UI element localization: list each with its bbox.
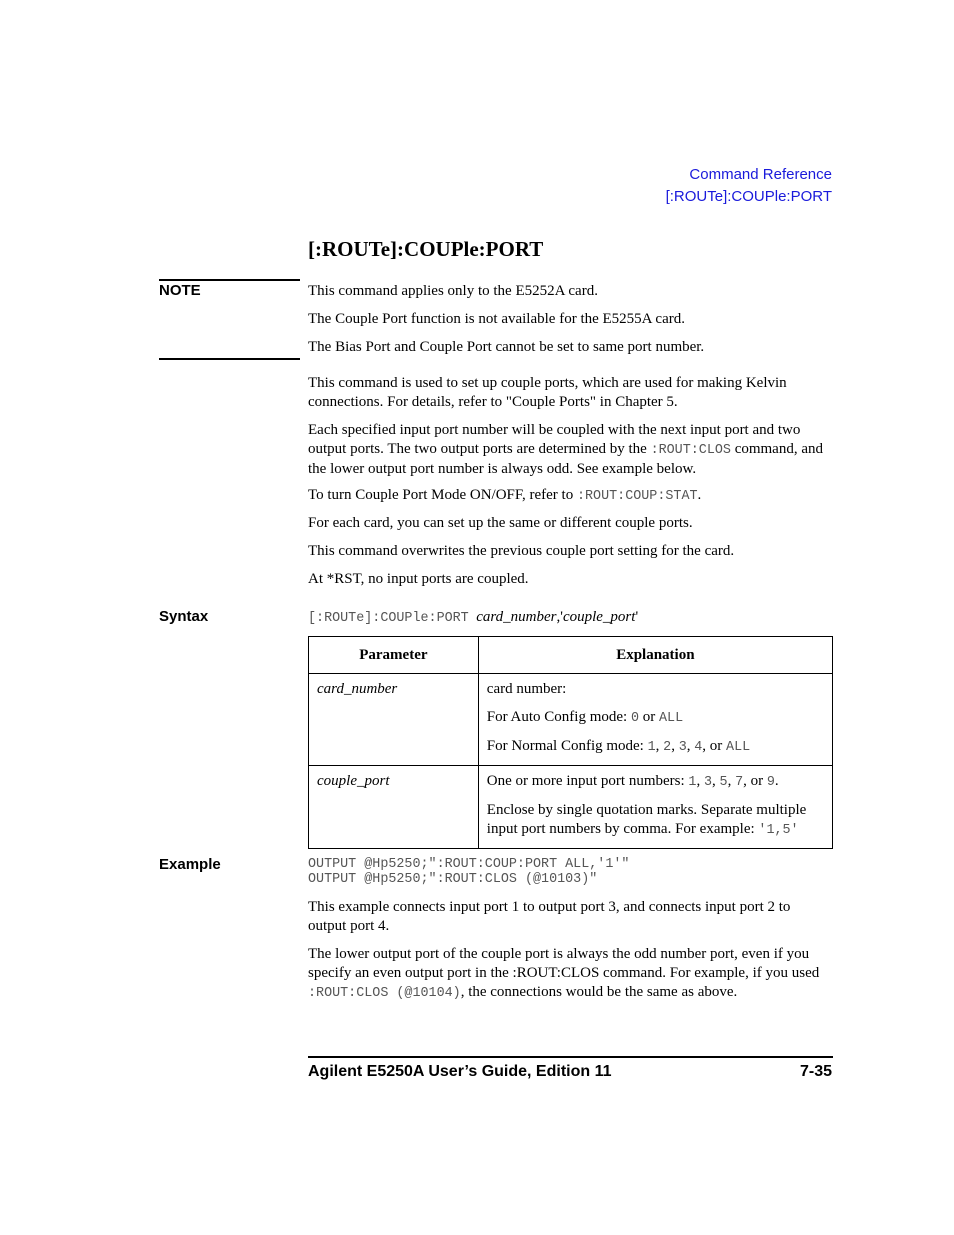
body-paragraph-5: This command overwrites the previous couple port setting for the card.	[308, 543, 735, 559]
note-line-3: The Bias Port and Couple Port cannot be set to same port number.	[308, 339, 705, 355]
note-bottom-rule	[159, 358, 300, 360]
example-label: Example	[159, 856, 221, 873]
body-paragraph-4: For each card, you can set up the same or different couple ports.	[308, 515, 693, 531]
table-row	[309, 766, 833, 849]
header-section: Command Reference	[689, 166, 832, 183]
footer-title: Agilent E5250A User’s Guide, Edition 11	[308, 1063, 612, 1080]
explanation-card-number: card number: For Auto Config mode: 0 or ALL For Normal Config mode: 1, 2, 3, 4, or ALL	[486, 681, 751, 755]
body-paragraph-2: Each specified input port number will be coupled with the next input port and two output ports. The two output ports are determined by the :ROUT:CLOS command, and the lower output port number is always odd. See example below.	[308, 422, 823, 477]
note-top-rule	[159, 279, 300, 281]
table-header-row	[309, 637, 833, 674]
body-paragraph-1: This command is used to set up couple ports, which are used for making Kelvin connections. For details, refer to "Couple Ports" in Chapter 5.	[308, 375, 787, 410]
note-label: NOTE	[159, 282, 201, 299]
example-code-line-1: OUTPUT @Hp5250;":ROUT:COUP:PORT ALL,'1'"	[308, 857, 630, 872]
param-couple-port: couple_port	[317, 773, 390, 789]
param-card-number: card_number	[317, 681, 398, 697]
syntax-line: [:ROUTe]:COUPle:PORT card_number,'couple_port'	[308, 609, 639, 626]
footer-rule	[308, 1056, 833, 1058]
table-header-explanation: Explanation	[478, 637, 832, 674]
table-header-parameter: Parameter	[309, 637, 479, 674]
body-paragraph-6: At *RST, no input ports are coupled.	[308, 571, 529, 587]
example-code-line-2: OUTPUT @Hp5250;":ROUT:CLOS (@10103)"	[308, 872, 598, 887]
note-line-2: The Couple Port function is not available for the E5255A card.	[308, 311, 685, 327]
syntax-label: Syntax	[159, 608, 209, 625]
header-command: [:ROUTe]:COUPle:PORT	[665, 188, 832, 205]
table-row	[309, 674, 833, 766]
explanation-couple-port: One or more input port numbers: 1, 3, 5, 7, or 9. Enclose by single quotation marks. Separate multiple input port numbers by comma. For example: '1,5'	[486, 773, 807, 838]
body-paragraph-3: To turn Couple Port Mode ON/OFF, refer to :ROUT:COUP:STAT.	[308, 487, 702, 504]
note-line-1: This command applies only to the E5252A card.	[308, 283, 598, 299]
example-paragraph-2: The lower output port of the couple port is always the odd number port, even if you specify an even output port in the :ROUT:CLOS command. For example, if you used :ROUT:CLOS (@10104), the connections would be the same as above.	[308, 946, 820, 1001]
parameter-table	[308, 636, 833, 849]
page-title: [:ROUTe]:COUPle:PORT	[308, 237, 544, 261]
page-number: 7-35	[799, 1063, 832, 1080]
example-paragraph-1: This example connects input port 1 to output port 3, and connects input port 2 to output port 4.	[308, 899, 791, 934]
